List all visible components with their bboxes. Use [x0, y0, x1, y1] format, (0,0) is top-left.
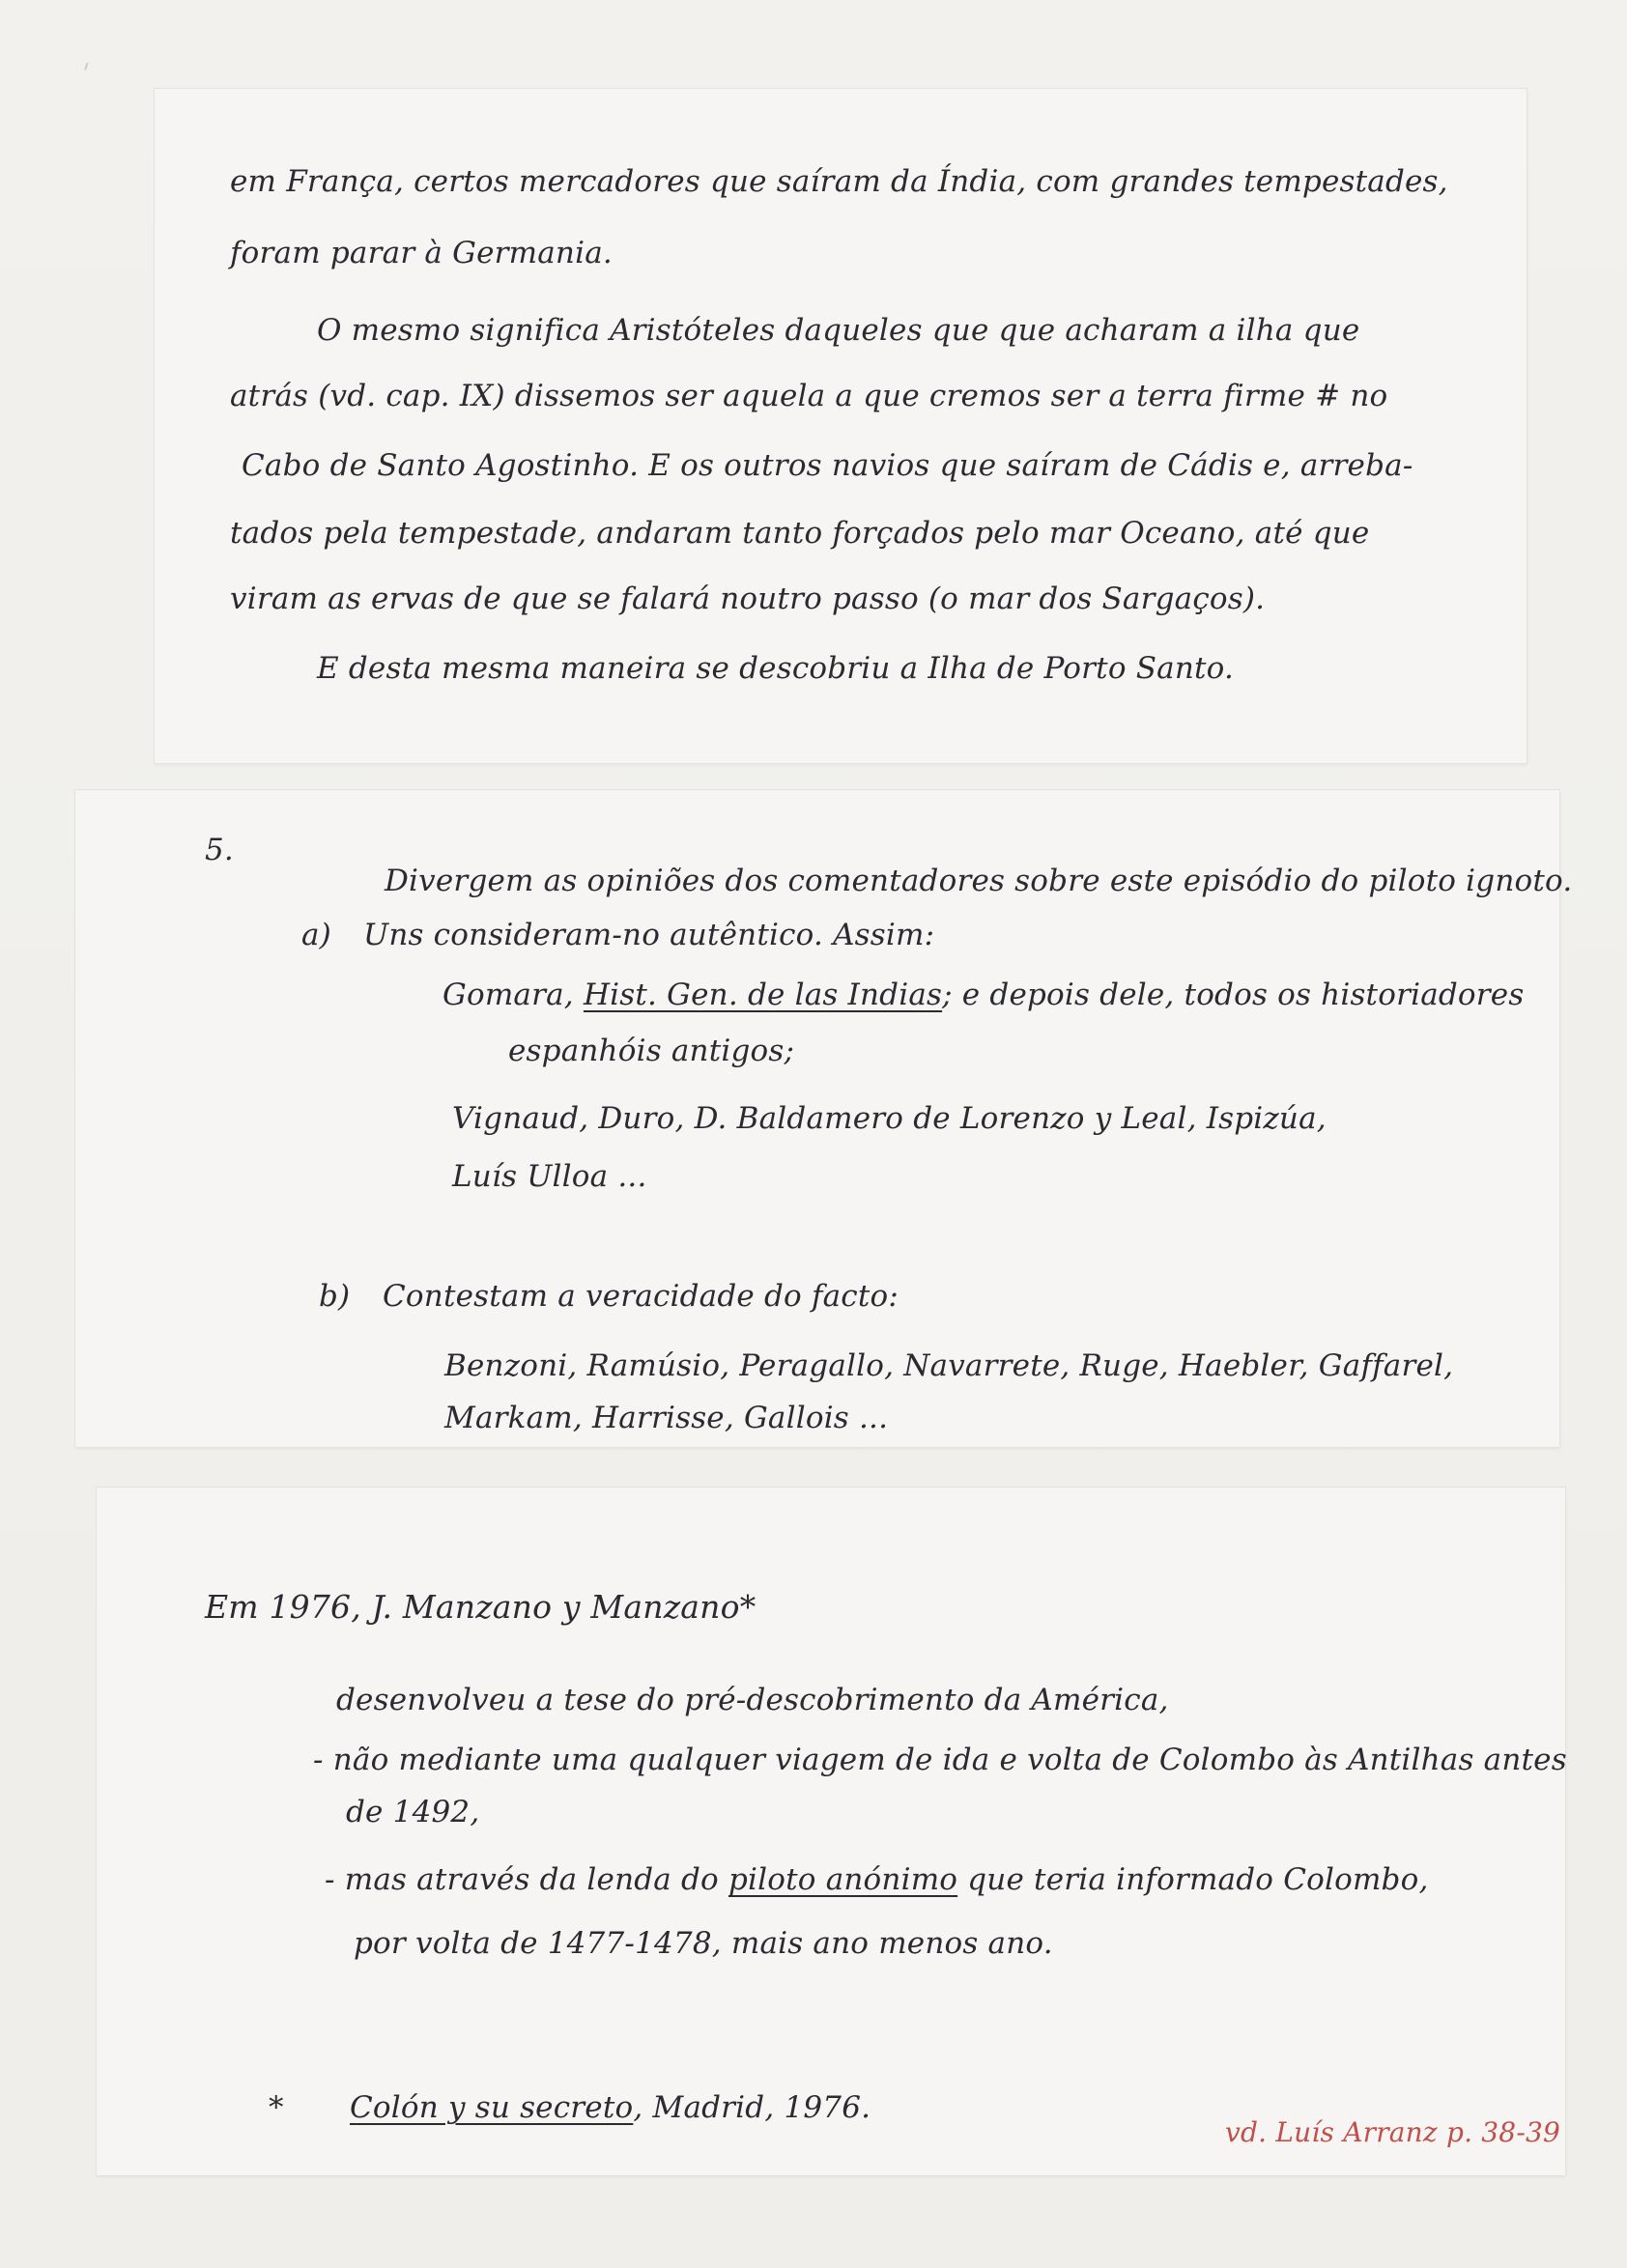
quote-line-5: Cabo de Santo Agostinho. E os outros navios que saíram de Cádis e, arreba-: [242, 448, 1413, 483]
footnote-line: [350, 2088, 871, 2127]
manzano-heading: Em 1976, J. Manzano y Manzano*: [205, 1588, 756, 1626]
item-b-label: b): [319, 1279, 351, 1314]
manzano-line-1: desenvolveu a tese do pré-descobrimento da América,: [336, 1683, 1169, 1717]
quote-line-4: atrás (vd. cap. IX) dissemos ser aquela a que cremos ser a terra firme # no: [230, 379, 1388, 413]
quote-line-1: em França, certos mercadores que saíram da Índia, com grandes tempestades,: [230, 164, 1448, 199]
gomara-title: Hist. Gen. de las Indias: [583, 978, 943, 1012]
slip-quote: [155, 89, 1527, 763]
opinions-intro: Divergem as opiniões dos comentadores sobre este episódio do piloto ignoto.: [385, 864, 1573, 898]
quote-line-7: viram as ervas de que se falará noutro passo (o mar dos Sargaços).: [230, 581, 1266, 616]
manzano-line-4: [325, 1860, 1429, 1899]
a-names-1: Vignaud, Duro, D. Baldamero de Lorenzo y Leal, Ispizúa,: [452, 1101, 1327, 1136]
b-names-1: Benzoni, Ramúsio, Peragallo, Navarrete, Ruge, Haebler, Gaffarel,: [444, 1348, 1454, 1383]
section-number: 5.: [205, 833, 234, 867]
gomara-after: ; e depois dele, todos os historiadores: [942, 978, 1525, 1012]
quote-line-2: foram parar à Germania.: [230, 236, 613, 270]
slip-manzano: [97, 1488, 1565, 2175]
line-4-start: - mas através da lenda do: [325, 1862, 719, 1897]
manzano-line-5: por volta de 1477-1478, mais ano menos ano.: [354, 1926, 1053, 1961]
footnote-rest: , Madrid, 1976.: [633, 2090, 871, 2125]
item-a-text: Uns consideram-no autêntico. Assim:: [363, 918, 935, 952]
manzano-line-3: de 1492,: [346, 1795, 480, 1829]
slip-opinions: [75, 790, 1573, 1447]
item-b-text: Contestam a veracidade do facto:: [383, 1279, 899, 1314]
footnote-mark: *: [269, 2090, 284, 2125]
quote-line-6: tados pela tempestade, andaram tanto forçados pelo mar Oceano, até que: [230, 516, 1370, 551]
manzano-line-2: - não mediante uma qualquer viagem de ida e volta de Colombo às Antilhas antes: [313, 1743, 1567, 1777]
line-4-end: que teria informado Colombo,: [967, 1862, 1429, 1897]
gomara-cont: espanhóis antigos;: [508, 1034, 795, 1068]
quote-line-8: E desta mesma maneira se descobriu a Ilha de Porto Santo.: [317, 651, 1235, 686]
piloto-anonimo: piloto anónimo: [728, 1862, 958, 1897]
item-a-label: a): [301, 918, 331, 952]
pencil-mark: [84, 63, 96, 73]
gomara-line: [442, 976, 1524, 1014]
gomara-author: Gomara,: [442, 978, 574, 1012]
red-reference-note: vd. Luís Arranz p. 38-39: [1225, 2116, 1561, 2148]
quote-line-3: O mesmo significa Aristóteles daqueles que que acharam a ilha que: [317, 313, 1360, 348]
footnote-title: Colón y su secreto: [350, 2090, 634, 2125]
b-names-2: Markam, Harrisse, Gallois ...: [444, 1401, 889, 1435]
a-names-2: Luís Ulloa ...: [452, 1159, 647, 1194]
